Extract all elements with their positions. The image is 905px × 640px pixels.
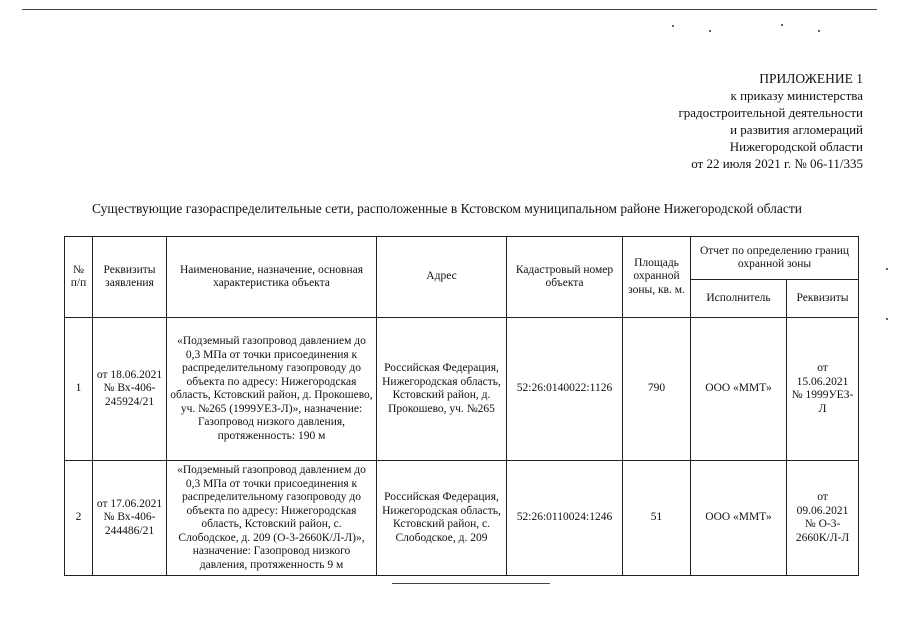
header-object-name: Наименование, назначение, основная характеристика объекта xyxy=(167,237,377,318)
approval-line: к приказу министерства xyxy=(730,88,863,103)
appendix-heading: ПРИЛОЖЕНИЕ 1 xyxy=(759,71,863,86)
cell-number: 1 xyxy=(65,318,93,461)
cell-report-requisites: от 09.06.2021 № О-3-2660К/Л-Л xyxy=(787,461,859,576)
header-zone-area: Площадь охранной зоны, кв. м. xyxy=(623,237,691,318)
header-address: Адрес xyxy=(377,237,507,318)
header-report-group: Отчет по определению границ охранной зоны xyxy=(691,237,859,280)
cell-requisites: от 17.06.2021 № Вх-406-244486/21 xyxy=(93,461,167,576)
approval-line: от 22 июля 2021 г. № 06-11/335 xyxy=(691,156,863,171)
cell-address: Российская Федерация, Нижегородская область, Кстовский район, с. Слободское, д. 209 xyxy=(377,461,507,576)
cell-executor: ООО «ММТ» xyxy=(691,461,787,576)
cell-requisites: от 18.06.2021 № Вх-406-245924/21 xyxy=(93,318,167,461)
approval-block xyxy=(678,70,863,172)
cell-executor: ООО «ММТ» xyxy=(691,318,787,461)
document-title: Существующие газораспределительные сети, расположенные в Кстовском муниципальном районе Нижегородской области xyxy=(92,201,803,216)
cell-zone-area: 790 xyxy=(623,318,691,461)
header-requisites: Реквизиты заявления xyxy=(93,237,167,318)
cell-cadastral-number: 52:26:0110024:1246 xyxy=(507,461,623,576)
scan-speck xyxy=(886,318,888,320)
page-top-rule xyxy=(22,9,877,10)
cell-zone-area: 51 xyxy=(623,461,691,576)
cell-cadastral-number: 52:26:0140022:1126 xyxy=(507,318,623,461)
header-executor: Исполнитель xyxy=(691,280,787,318)
table-row xyxy=(65,318,859,461)
cell-number: 2 xyxy=(65,461,93,576)
header-cadastral-number: Кадастровый номер объекта xyxy=(507,237,623,318)
approval-line: и развития агломераций xyxy=(730,122,863,137)
scan-speck xyxy=(886,268,888,270)
scan-speck xyxy=(672,25,674,27)
gas-networks-table xyxy=(64,236,859,576)
footnote-separator xyxy=(392,583,550,584)
cell-report-requisites: от 15.06.2021 № 1999УЕЗ-Л xyxy=(787,318,859,461)
cell-address: Российская Федерация, Нижегородская область, Кстовский район, д. Прокошево, уч. №265 xyxy=(377,318,507,461)
header-report-requisites: Реквизиты xyxy=(787,280,859,318)
cell-object-name: «Подземный газопровод давлением до 0,3 МПа от точки присоединения к распределительному газопроводу до объекта по адресу: Нижегородская область, Кстовский район, д. Прокошево, уч. №265 (1999УЕЗ-Л)», назначение: Газопровод низкого давления, протяженность: 190 м xyxy=(167,318,377,461)
cell-object-name: «Подземный газопровод давлением до 0,3 МПа от точки присоединения к распределительному газопроводу до объекта по адресу: Нижегородская область, Кстовский район, с. Слободское, д. 209 (О-3-2660К/Л-Л)», назначение: Газопровод низкого давления, протяженность 9 м xyxy=(167,461,377,576)
scan-speck xyxy=(781,24,783,26)
approval-line: градостроительной деятельности xyxy=(678,105,863,120)
table-header-row xyxy=(65,237,859,280)
scan-speck xyxy=(709,30,711,32)
approval-line: Нижегородской области xyxy=(729,139,863,154)
scan-speck xyxy=(818,30,820,32)
table-row xyxy=(65,461,859,576)
header-number: № п/п xyxy=(65,237,93,318)
